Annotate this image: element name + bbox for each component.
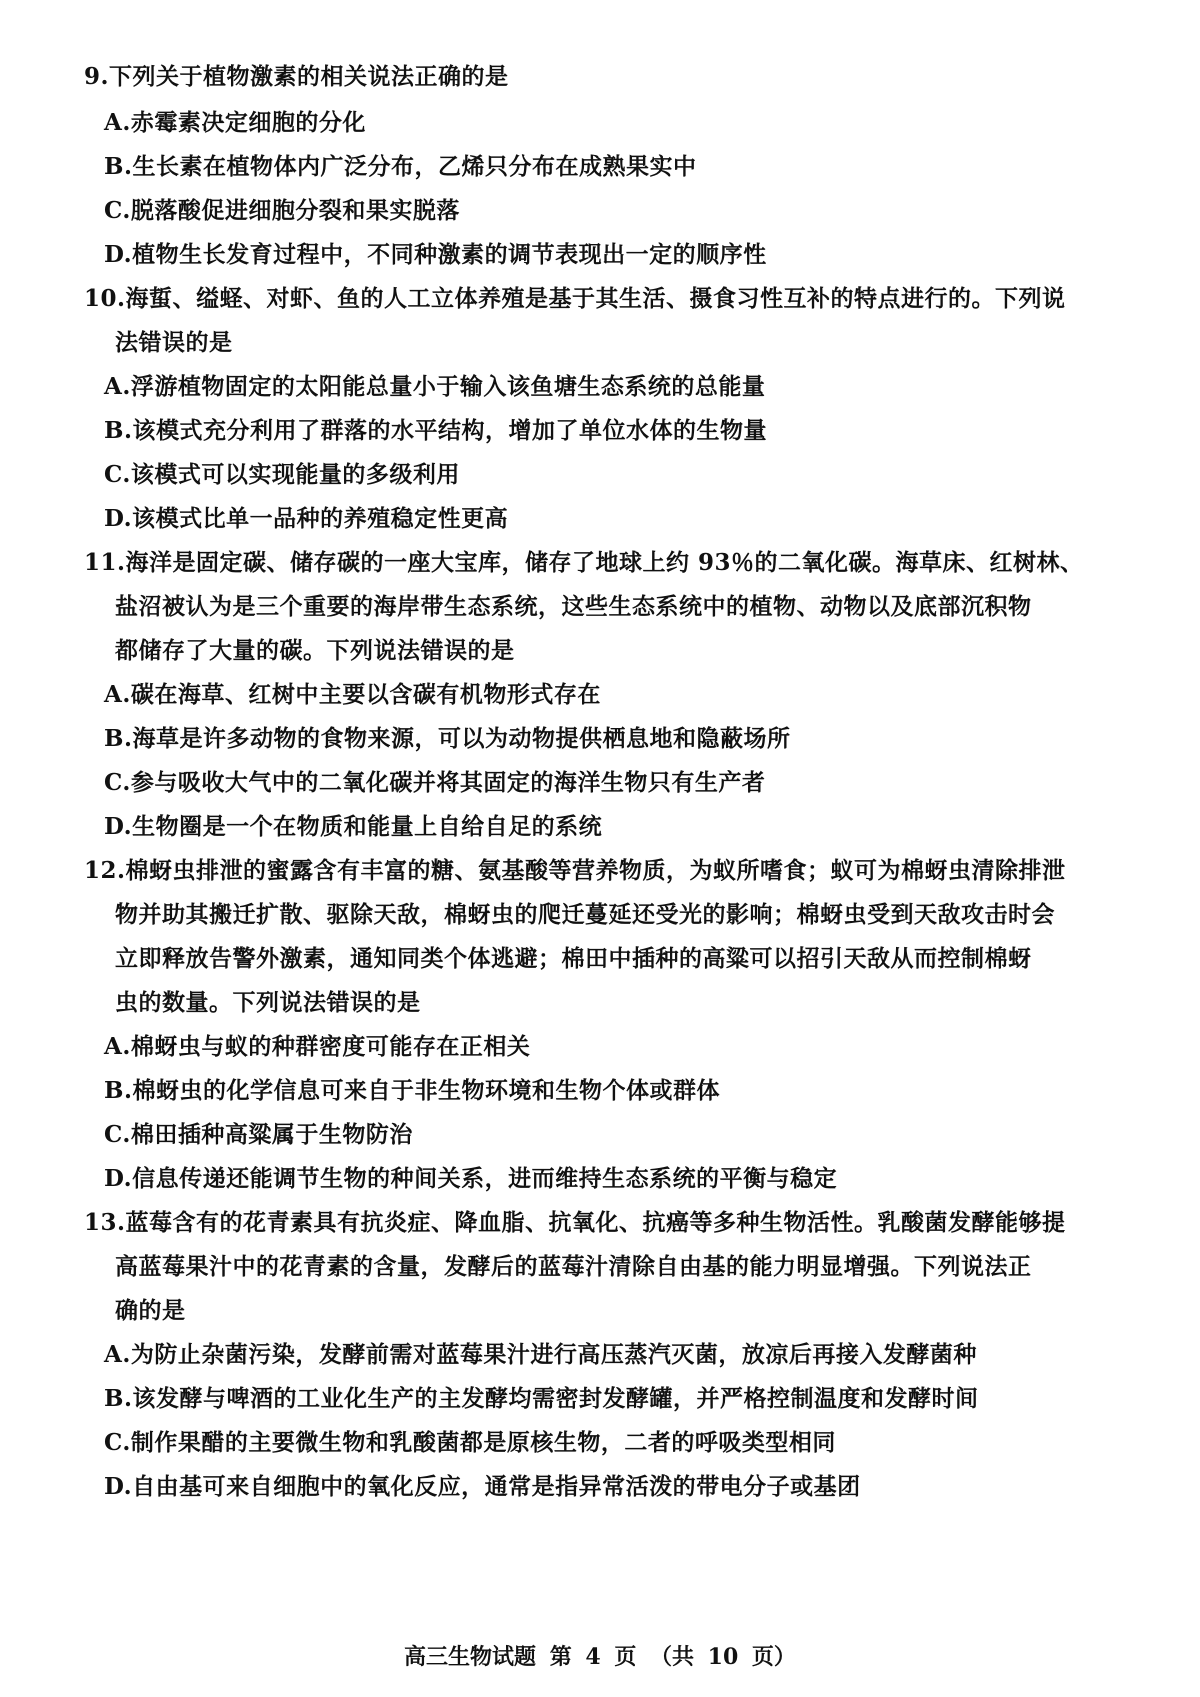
- question-12-option-a: A.棉蚜虫与蚁的种群密度可能存在正相关: [104, 1033, 531, 1060]
- question-10-option-c: C.该模式可以实现能量的多级利用: [104, 461, 460, 488]
- question-11-option-c: C.参与吸收大气中的二氧化碳并将其固定的海洋生物只有生产者: [104, 769, 766, 796]
- question-12-stem-line-3: 立即释放告警外激素，通知同类个体逃避；棉田中插种的高粱可以招引天敌从而控制棉蚜: [115, 945, 1032, 972]
- question-12-option-d: D.信息传递还能调节生物的种间关系，进而维持生态系统的平衡与稳定: [104, 1165, 838, 1192]
- question-11-stem-line-1: 11.海洋是固定碳、储存碳的一座大宝库，储存了地球上约 93％的二氧化碳。海草床、红树林、: [84, 549, 1084, 576]
- question-12-option-c: C.棉田插种高粱属于生物防治: [104, 1121, 413, 1148]
- question-11-stem-line-2: 盐沼被认为是三个重要的海岸带生态系统，这些生态系统中的植物、动物以及底部沉积物: [115, 593, 1032, 620]
- question-13-option-c: C.制作果醋的主要微生物和乳酸菌都是原核生物，二者的呼吸类型相同: [104, 1429, 836, 1456]
- question-12-stem-line-2: 物并助其搬迁扩散、驱除天敌，棉蚜虫的爬迁蔓延还受光的影响；棉蚜虫受到天敌攻击时会: [115, 901, 1055, 928]
- question-10-option-a: A.浮游植物固定的太阳能总量小于输入该鱼塘生态系统的总能量: [104, 373, 766, 400]
- question-13-option-b: B.该发酵与啤酒的工业化生产的主发酵均需密封发酵罐，并严格控制温度和发酵时间: [104, 1385, 979, 1412]
- question-11-option-d: D.生物圈是一个在物质和能量上自给自足的系统: [104, 813, 603, 840]
- question-12-option-b: B.棉蚜虫的化学信息可来自于非生物环境和生物个体或群体: [104, 1077, 720, 1104]
- question-12-stem-line-1: 12.棉蚜虫排泄的蜜露含有丰富的糖、氨基酸等营养物质，为蚁所嗜食；蚁可为棉蚜虫清除排泄: [84, 857, 1066, 884]
- question-12-stem-line-4: 虫的数量。下列说法错误的是: [115, 989, 421, 1016]
- question-9-option-a: A.赤霉素决定细胞的分化: [104, 109, 366, 136]
- question-9-option-d: D.植物生长发育过程中，不同种激素的调节表现出一定的顺序性: [104, 241, 767, 268]
- question-11-option-a: A.碳在海草、红树中主要以含碳有机物形式存在: [104, 681, 601, 708]
- question-10-option-b: B.该模式充分利用了群落的水平结构，增加了单位水体的生物量: [104, 417, 767, 444]
- question-13-option-d: D.自由基可来自细胞中的氧化反应，通常是指异常活泼的带电分子或基团: [104, 1473, 861, 1500]
- question-13-stem-line-3: 确的是: [115, 1297, 186, 1324]
- question-11-stem-line-3: 都储存了大量的碳。下列说法错误的是: [115, 637, 515, 664]
- question-13-stem-line-1: 13.蓝莓含有的花青素具有抗炎症、降血脂、抗氧化、抗癌等多种生物活性。乳酸菌发酵能够提: [84, 1209, 1066, 1236]
- question-9-option-b: B.生长素在植物体内广泛分布，乙烯只分布在成熟果实中: [104, 153, 697, 180]
- question-13-option-a: A.为防止杂菌污染，发酵前需对蓝莓果汁进行高压蒸汽灭菌，放凉后再接入发酵菌种: [104, 1341, 977, 1368]
- question-9-stem-line-1: 9.下列关于植物激素的相关说法正确的是: [84, 63, 509, 90]
- question-13-stem-line-2: 高蓝莓果汁中的花青素的含量，发酵后的蓝莓汁清除自由基的能力明显增强。下列说法正: [115, 1253, 1032, 1280]
- page-footer: 高三生物试题 第 4 页 （共 10 页）: [404, 1644, 796, 1670]
- question-10-stem-line-2: 法错误的是: [115, 329, 233, 356]
- question-9-option-c: C.脱落酸促进细胞分裂和果实脱落: [104, 197, 460, 224]
- question-10-stem-line-1: 10.海蜇、缢蛏、对虾、鱼的人工立体养殖是基于其生活、摄食习性互补的特点进行的。下列说: [84, 285, 1066, 312]
- question-10-option-d: D.该模式比单一品种的养殖稳定性更高: [104, 505, 509, 532]
- question-11-option-b: B.海草是许多动物的食物来源，可以为动物提供栖息地和隐蔽场所: [104, 725, 791, 752]
